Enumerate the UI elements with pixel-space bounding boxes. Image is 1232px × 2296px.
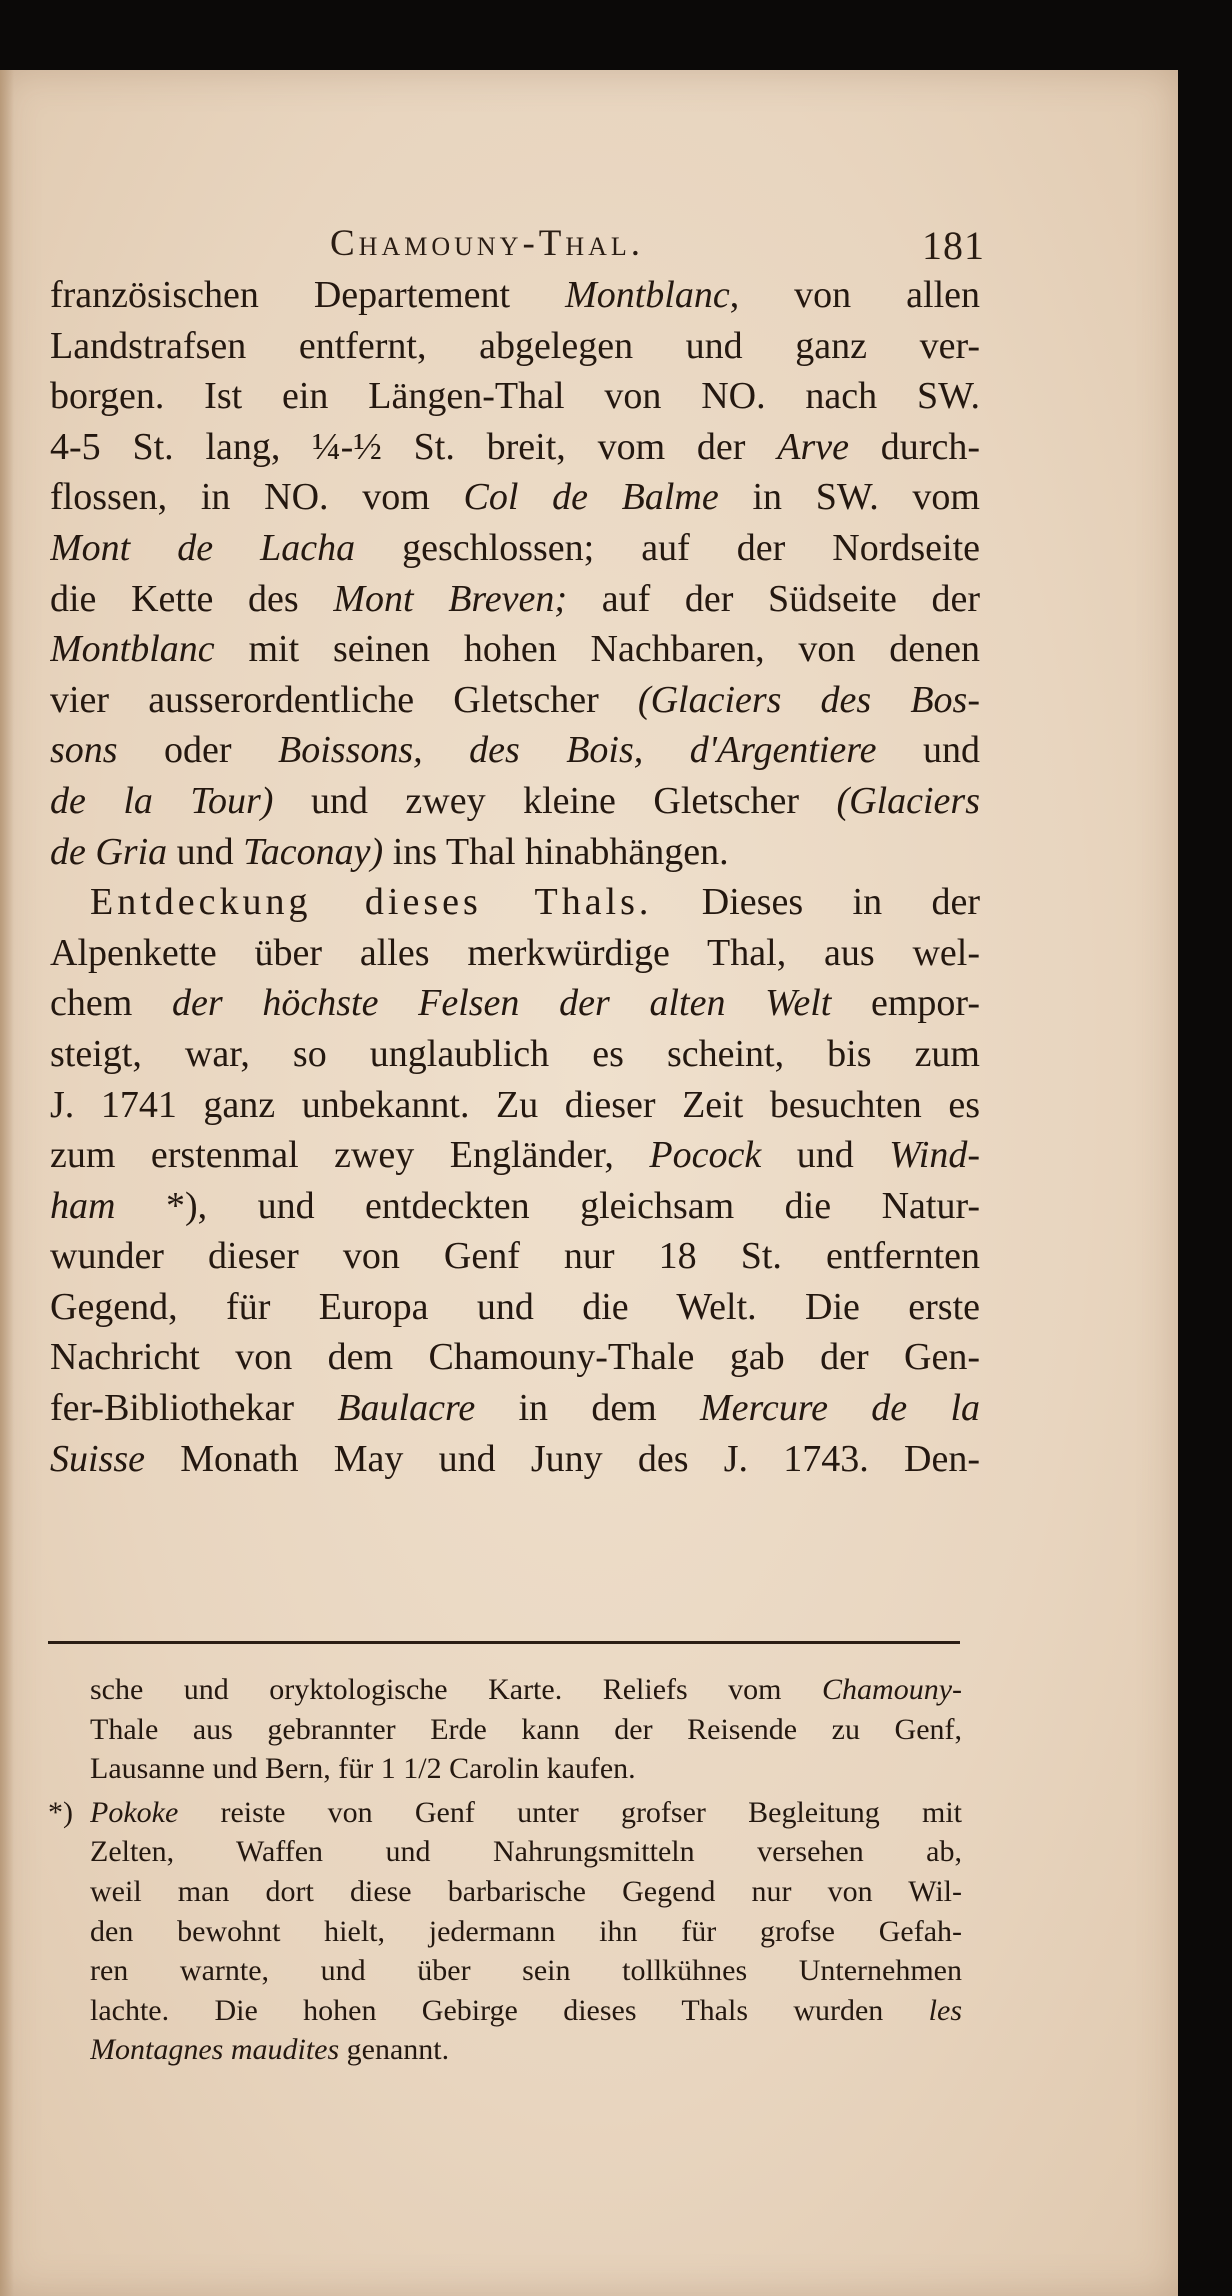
footnotes <box>48 1670 962 2070</box>
text-line: 4-5 St. lang, ¼-½ St. breit, vom der Arve durch- <box>50 425 980 468</box>
text-line: wunder dieser von Genf nur 18 St. entfernten <box>50 1235 980 1278</box>
footnote-line: Zelten, Waffen und Nahrungsmitteln versehen ab, <box>90 1835 962 1869</box>
text-line: Mont de Lacha geschlossen; auf der Nordseite <box>50 526 980 569</box>
footnote-line: Pokoke reiste von Genf unter grofser Begleitung mit <box>90 1795 962 1829</box>
text-line: Nachricht von dem Chamouny-Thale gab der Gen- <box>50 1336 980 1379</box>
page-edge <box>0 70 14 2296</box>
text-line: fer-Bibliothekar Baulacre in dem Mercure de la <box>50 1387 980 1430</box>
footnote-line: sche und oryktologische Karte. Reliefs vom Chamouny- <box>90 1673 962 1706</box>
text-line: J. 1741 ganz unbekannt. Zu dieser Zeit besuchten es <box>50 1083 980 1126</box>
section-heading: Entdeckung dieses Thals. <box>90 881 653 924</box>
book-page <box>0 70 1178 2296</box>
main-text <box>50 270 980 1484</box>
page-header <box>0 216 1178 276</box>
text-line: vier ausserordentliche Gletscher (Glaciers des Bos- <box>50 678 980 721</box>
text-line: zum erstenmal zwey Engländer, Pocock und Wind- <box>50 1134 980 1177</box>
footnote-line: Thale aus gebrannter Erde kann der Reisende zu Genf, <box>90 1712 962 1746</box>
footnote-line: ren warnte, und über sein tollkühnes Unternehmen <box>90 1954 962 1988</box>
footnote-rule <box>48 1641 960 1644</box>
text-line: de Gria und Taconay) ins Thal hinabhängen. <box>50 830 729 873</box>
running-head: Chamouny-Thal. <box>330 223 645 264</box>
text-line: französischen Departement Montblanc, von allen <box>50 274 980 316</box>
text-line: Suisse Monath May und Juny des J. 1743. Den- <box>50 1437 980 1480</box>
footnote-line: weil man dort diese barbarische Gegend nur von Wil- <box>90 1874 962 1908</box>
text-line: sons oder Boissons, des Bois, d'Argentiere und <box>50 729 980 772</box>
footnote-line: Montagnes maudites genannt. <box>90 2033 450 2067</box>
text-line: steigt, war, so unglaublich es scheint, bis zum <box>50 1032 980 1075</box>
footnote-mark: *) <box>48 1795 73 1829</box>
text-line: Montblanc mit seinen hohen Nachbaren, von denen <box>50 628 980 671</box>
footnote-line: den bewohnt hielt, jedermann ihn für grofse Gefah- <box>90 1914 962 1948</box>
text-line: de la Tour) und zwey kleine Gletscher (Glaciers <box>50 779 980 822</box>
text-line: Entdeckung dieses Thals. Dieses in der <box>90 881 980 924</box>
text-line: borgen. Ist ein Längen-Thal von NO. nach SW. <box>50 375 980 418</box>
text-line: Alpenkette über alles merkwürdige Thal, aus wel- <box>50 931 980 974</box>
text-line: flossen, in NO. vom Col de Balme in SW. vom <box>50 476 980 519</box>
text-line: ham *), und entdeckten gleichsam die Natur- <box>50 1184 980 1227</box>
text-line: Gegend, für Europa und die Welt. Die erste <box>50 1285 980 1328</box>
text-line: die Kette des Mont Breven; auf der Südseite der <box>50 577 980 620</box>
page-number: 181 <box>922 223 985 268</box>
footnote-pococke <box>48 1793 962 2070</box>
text-line: Landstrafsen entfernt, abgelegen und ganz ver- <box>50 324 980 367</box>
footnote-line: lachte. Die hohen Gebirge dieses Thals wurden les <box>90 1993 962 2027</box>
footnote-line: Lausanne und Bern, für 1 1/2 Carolin kaufen. <box>90 1752 636 1786</box>
text-line: chem der höchste Felsen der alten Welt empor- <box>50 982 980 1025</box>
